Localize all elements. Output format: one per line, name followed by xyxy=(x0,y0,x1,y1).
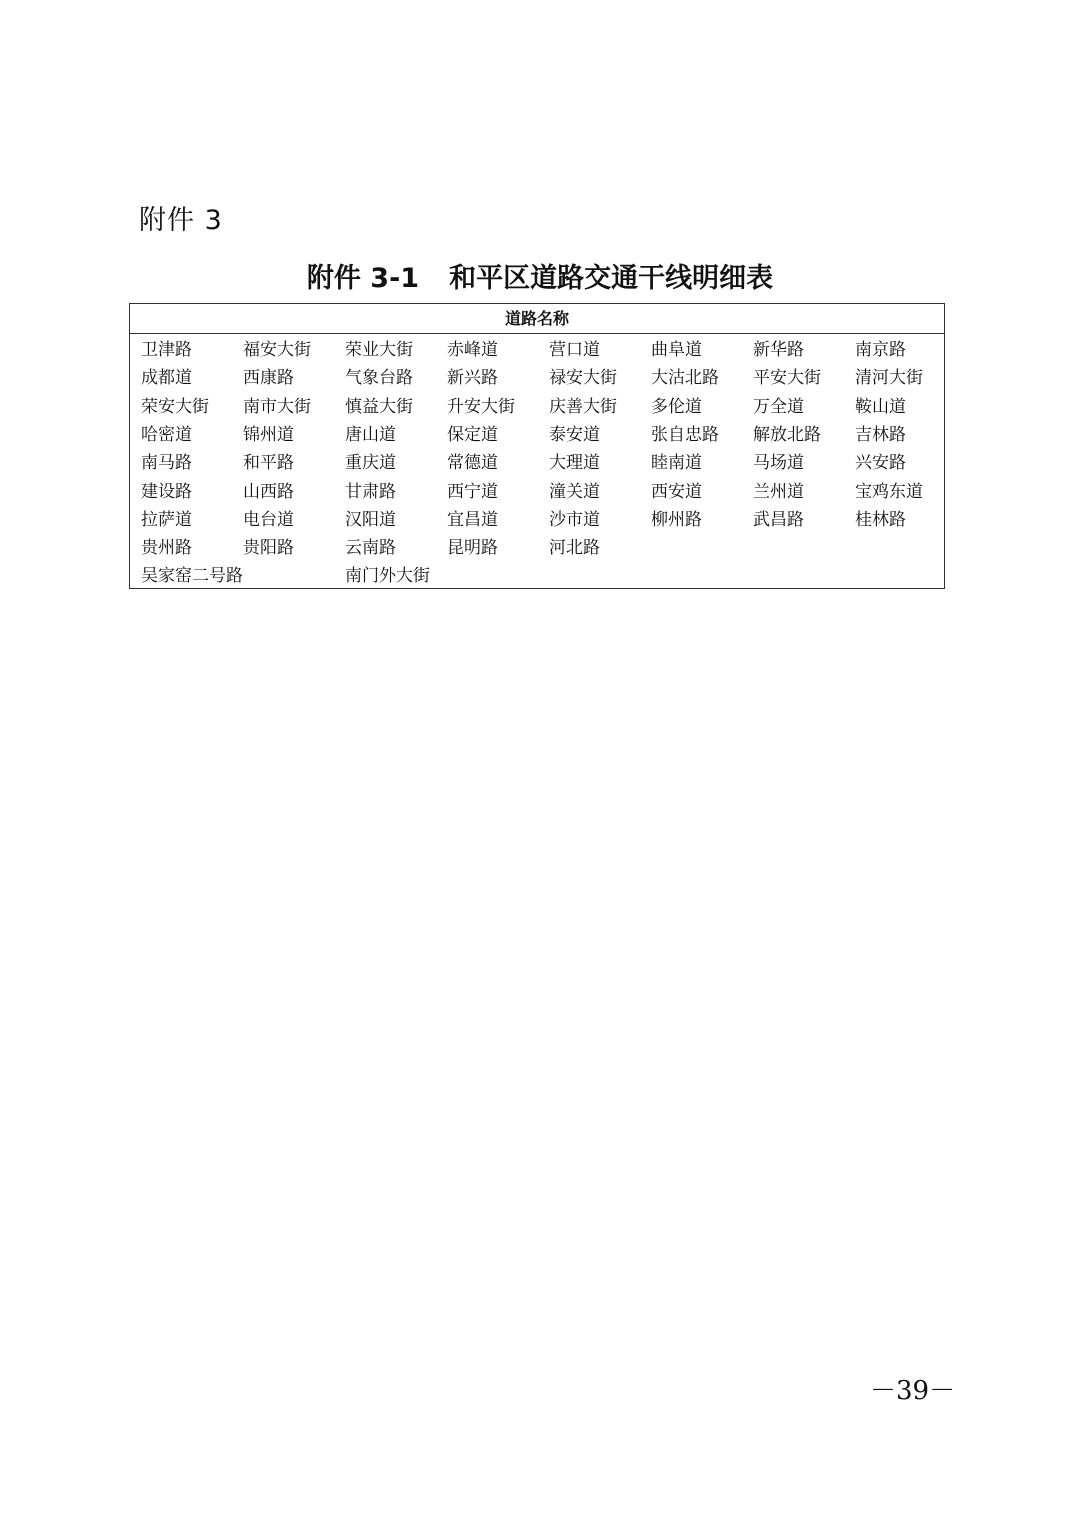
road-name-cell: 卫津路 xyxy=(141,340,192,360)
road-name-cell: 成都道 xyxy=(141,368,192,389)
road-name-cell: 多伦道 xyxy=(651,396,702,417)
road-name-cell: 重庆道 xyxy=(345,453,396,474)
road-name-cell: 云南路 xyxy=(345,538,396,559)
road-name-cell: 赤峰道 xyxy=(447,340,498,360)
road-name-cell: 西宁道 xyxy=(447,481,498,502)
road-name-cell: 曲阜道 xyxy=(651,340,702,360)
table-header: 道路名称 xyxy=(130,304,944,334)
road-name-cell: 睦南道 xyxy=(651,453,702,474)
road-name-cell: 兴安路 xyxy=(855,453,906,474)
road-table xyxy=(129,303,945,589)
road-name-cell: 宜昌道 xyxy=(447,509,498,530)
road-name-cell: 沙市道 xyxy=(549,509,600,530)
page-number: －39－ xyxy=(870,1376,956,1406)
road-name-cell: 汉阳道 xyxy=(345,509,396,530)
road-name-cell: 山西路 xyxy=(243,481,294,502)
road-name-cell: 电台道 xyxy=(243,509,294,530)
road-name-cell: 营口道 xyxy=(549,340,600,360)
road-name-cell: 贵州路 xyxy=(141,538,192,559)
road-name-cell: 荣安大街 xyxy=(141,396,209,417)
road-name-cell: 慎益大街 xyxy=(345,396,413,417)
road-name-cell: 平安大街 xyxy=(753,368,821,389)
road-name-cell: 南马路 xyxy=(141,453,192,474)
road-name-cell: 昆明路 xyxy=(447,538,498,559)
attachment-label: 附件 3 xyxy=(139,205,223,236)
road-name-cell: 建设路 xyxy=(141,481,192,502)
road-name-cell: 保定道 xyxy=(447,424,498,445)
road-name-cell: 甘肃路 xyxy=(345,481,396,502)
road-name-cell: 西安道 xyxy=(651,481,702,502)
road-name-cell: 南市大街 xyxy=(243,396,311,417)
road-name-cell: 泰安道 xyxy=(549,424,600,445)
road-name-cell: 西康路 xyxy=(243,368,294,389)
road-name-cell: 新华路 xyxy=(753,340,804,360)
road-name-cell: 吉林路 xyxy=(855,424,906,445)
road-name-cell: 武昌路 xyxy=(753,509,804,530)
road-name-cell: 福安大街 xyxy=(243,340,311,360)
road-name-cell: 贵阳路 xyxy=(243,538,294,559)
document-title-number: 附件 3-1 xyxy=(306,263,420,294)
road-name-cell: 解放北路 xyxy=(753,424,821,445)
road-name-cell: 唐山道 xyxy=(345,424,396,445)
road-name-cell: 吴家窑二号路 xyxy=(141,566,243,587)
road-name-cell: 拉萨道 xyxy=(141,509,192,530)
road-name-cell: 和平路 xyxy=(243,453,294,474)
road-name-cell: 禄安大街 xyxy=(549,368,617,389)
road-name-cell: 南门外大街 xyxy=(345,566,430,587)
road-name-cell: 升安大街 xyxy=(447,396,515,417)
road-name-cell: 庆善大街 xyxy=(549,396,617,417)
road-name-cell: 清河大街 xyxy=(855,368,923,389)
road-name-cell: 宝鸡东道 xyxy=(855,481,923,502)
road-name-cell: 柳州路 xyxy=(651,509,702,530)
road-name-cell: 桂林路 xyxy=(855,509,906,530)
document-title xyxy=(0,256,1080,295)
road-name-cell: 锦州道 xyxy=(243,424,294,445)
road-name-cell: 常德道 xyxy=(447,453,498,474)
document-title-text: 和平区道路交通干线明细表 xyxy=(449,263,774,294)
road-name-cell: 荣业大街 xyxy=(345,340,413,360)
road-name-cell: 哈密道 xyxy=(141,424,192,445)
road-name-cell: 潼关道 xyxy=(549,481,600,502)
road-name-cell: 南京路 xyxy=(855,340,906,360)
road-name-cell: 兰州道 xyxy=(753,481,804,502)
road-name-cell: 张自忠路 xyxy=(651,424,719,445)
road-name-cell: 新兴路 xyxy=(447,368,498,389)
road-name-cell: 鞍山道 xyxy=(855,396,906,417)
road-name-cell: 大理道 xyxy=(549,453,600,474)
road-name-cell: 马场道 xyxy=(753,453,804,474)
road-name-cell: 气象台路 xyxy=(345,368,413,389)
road-name-cell: 大沽北路 xyxy=(651,368,719,389)
road-name-cell: 河北路 xyxy=(549,538,600,559)
table-body xyxy=(130,334,944,589)
road-name-cell: 万全道 xyxy=(753,396,804,417)
